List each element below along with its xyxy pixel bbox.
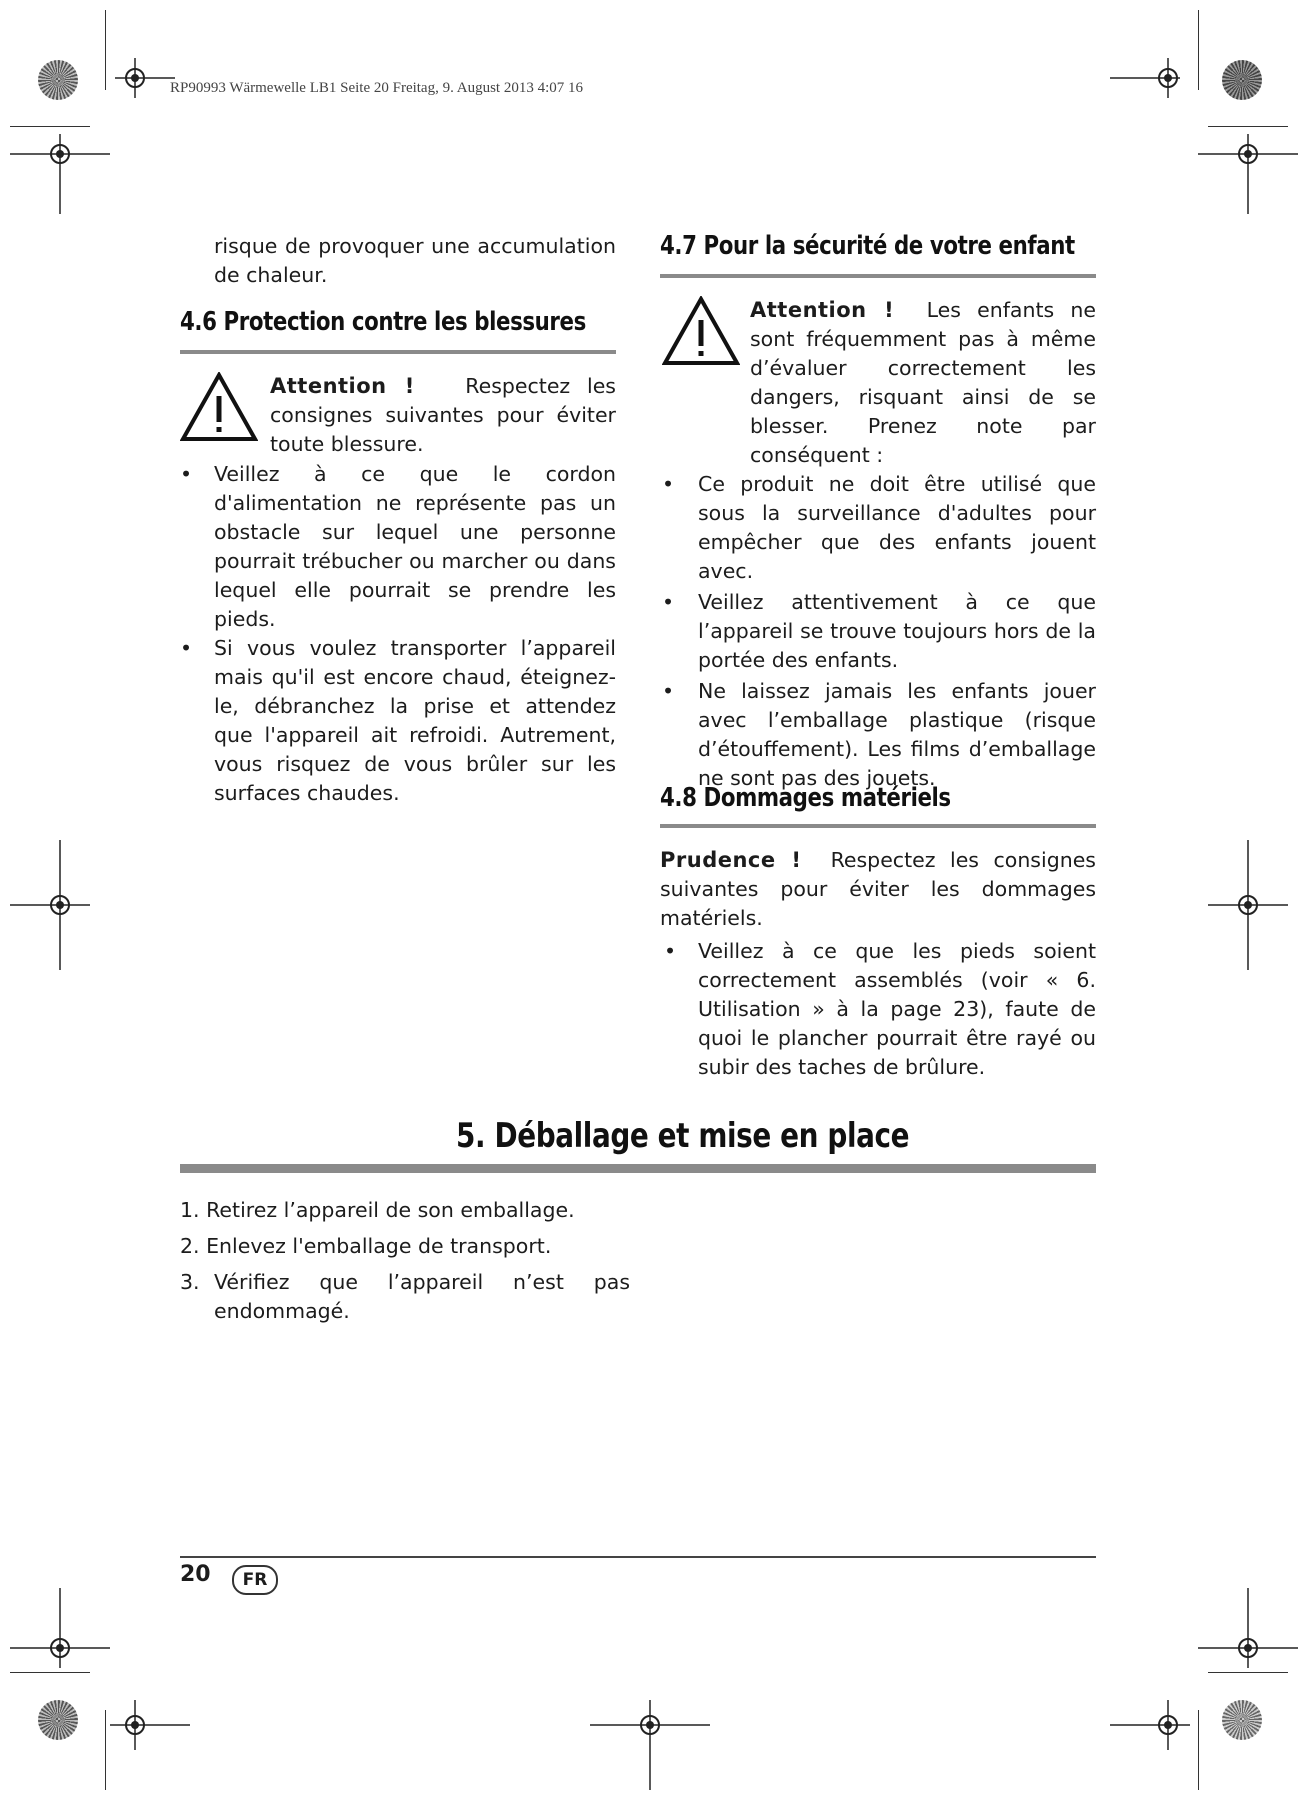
step-text: Vérifiez que l’appareil n’est pas endommagé. — [214, 1270, 630, 1323]
list-item — [180, 1268, 630, 1326]
warning-lead: Attention ! — [750, 298, 895, 322]
warning-text: Les enfants ne sont fréquemment pas à même d’évaluer correctement les dangers, risquant ainsi de se blesser. Prenez note par conséquent : — [750, 298, 1096, 467]
page-number: 20 — [180, 1562, 211, 1587]
warning-triangle-icon — [662, 296, 740, 366]
crosshair-registration-icon — [115, 58, 175, 98]
color-rosette-icon — [1222, 60, 1262, 100]
warning-lead: Attention ! — [270, 374, 415, 398]
left-intro — [214, 232, 616, 290]
caution-4-8 — [660, 846, 1096, 1082]
crosshair-registration-icon — [1198, 1588, 1298, 1668]
list-item: • Ce produit ne doit être utilisé que sous la surveillance d'adultes pour empêcher que des enfants jouent avec. — [662, 472, 1096, 583]
crosshair-registration-icon — [10, 840, 90, 970]
caution-text: Respectez les consignes suivantes pour éviter les dommages matériels. — [660, 848, 1096, 930]
warning-4-6 — [270, 372, 616, 459]
bullet-icon: • — [664, 939, 677, 963]
crosshair-registration-icon — [110, 1700, 190, 1750]
list-item: • Si vous voulez transporter l’appareil mais qu'il est encore chaud, éteignez-le, débranchez la prise et attendez que l'appareil ait refroidi. Autrement, vous risquez de vous brûler sur les surfaces chaudes. — [180, 636, 616, 805]
list-item — [180, 1196, 630, 1225]
bullet-icon: • — [662, 679, 675, 703]
step-number: 3. — [180, 1270, 200, 1294]
section-4-8-title: 4.8 Dommages matériels — [660, 783, 951, 813]
bullet-icon: • — [180, 462, 193, 486]
crosshair-registration-icon — [1208, 840, 1288, 970]
list-item: • Ne laissez jamais les enfants jouer avec l’emballage plastique (risque d’étouffement). Les films d’emballage ne sont pas des jouets. — [662, 679, 1096, 790]
section-divider — [660, 824, 1096, 828]
bullet-icon: • — [180, 636, 193, 660]
crosshair-registration-icon — [590, 1700, 710, 1790]
color-rosette-icon — [38, 60, 78, 100]
footer-divider — [180, 1556, 1096, 1558]
section-divider — [180, 1164, 1096, 1173]
step-text: Retirez l’appareil de son emballage. — [206, 1198, 575, 1222]
list-item: • Veillez attentivement à ce que l’appareil se trouve toujours hors de la portée des enfants. — [662, 590, 1096, 672]
step-number: 1. — [180, 1198, 200, 1222]
section-5-title: 5. Déballage et mise en place — [456, 1116, 910, 1156]
caution-lead: Prudence ! — [660, 848, 802, 872]
steps-list — [180, 1196, 630, 1326]
section-divider — [660, 274, 1096, 278]
crosshair-registration-icon — [10, 134, 110, 214]
color-rosette-icon — [1222, 1700, 1262, 1740]
section-divider — [180, 350, 616, 354]
color-rosette-icon — [38, 1700, 78, 1740]
bullet-icon: • — [662, 472, 675, 496]
step-text: Enlevez l'emballage de transport. — [206, 1234, 552, 1258]
section-4-6-title: 4.6 Protection contre les blessures — [180, 307, 586, 337]
bullet-icon: • — [662, 590, 675, 614]
step-number: 2. — [180, 1234, 200, 1258]
list-item — [180, 1232, 630, 1261]
crosshair-registration-icon — [1198, 134, 1298, 214]
warning-triangle-icon — [180, 372, 258, 442]
crosshair-registration-icon — [1110, 1700, 1190, 1750]
crosshair-registration-icon — [10, 1588, 110, 1668]
print-slug: RP90993 Wärmewelle LB1 Seite 20 Freitag, 9. August 2013 4:07 16 — [170, 80, 584, 96]
section-4-7-title: 4.7 Pour la sécurité de votre enfant — [660, 231, 1075, 261]
warning-text: Respectez les consignes suivantes pour éviter toute blessure. — [270, 374, 616, 456]
bullet-list-4-7 — [660, 470, 1096, 793]
list-item: • Veillez à ce que le cordon d'alimentation ne représente pas un obstacle sur lequel une personne pourrait trébucher ou marcher ou dans lequel elle pourrait se prendre les pieds. — [180, 462, 616, 631]
bullet-list-4-6 — [180, 460, 616, 808]
warning-4-7 — [750, 296, 1096, 470]
language-badge: FR — [232, 1565, 278, 1595]
crosshair-registration-icon — [1110, 58, 1180, 98]
list-item: • Veillez à ce que les pieds soient correctement assemblés (voir « 6. Utilisation » à la page 23), faute de quoi le plancher pourrait être rayé ou subir des taches de brûlure. — [664, 939, 1096, 1079]
intro-paragraph: risque de provoquer une accumulation de chaleur. — [214, 234, 616, 287]
